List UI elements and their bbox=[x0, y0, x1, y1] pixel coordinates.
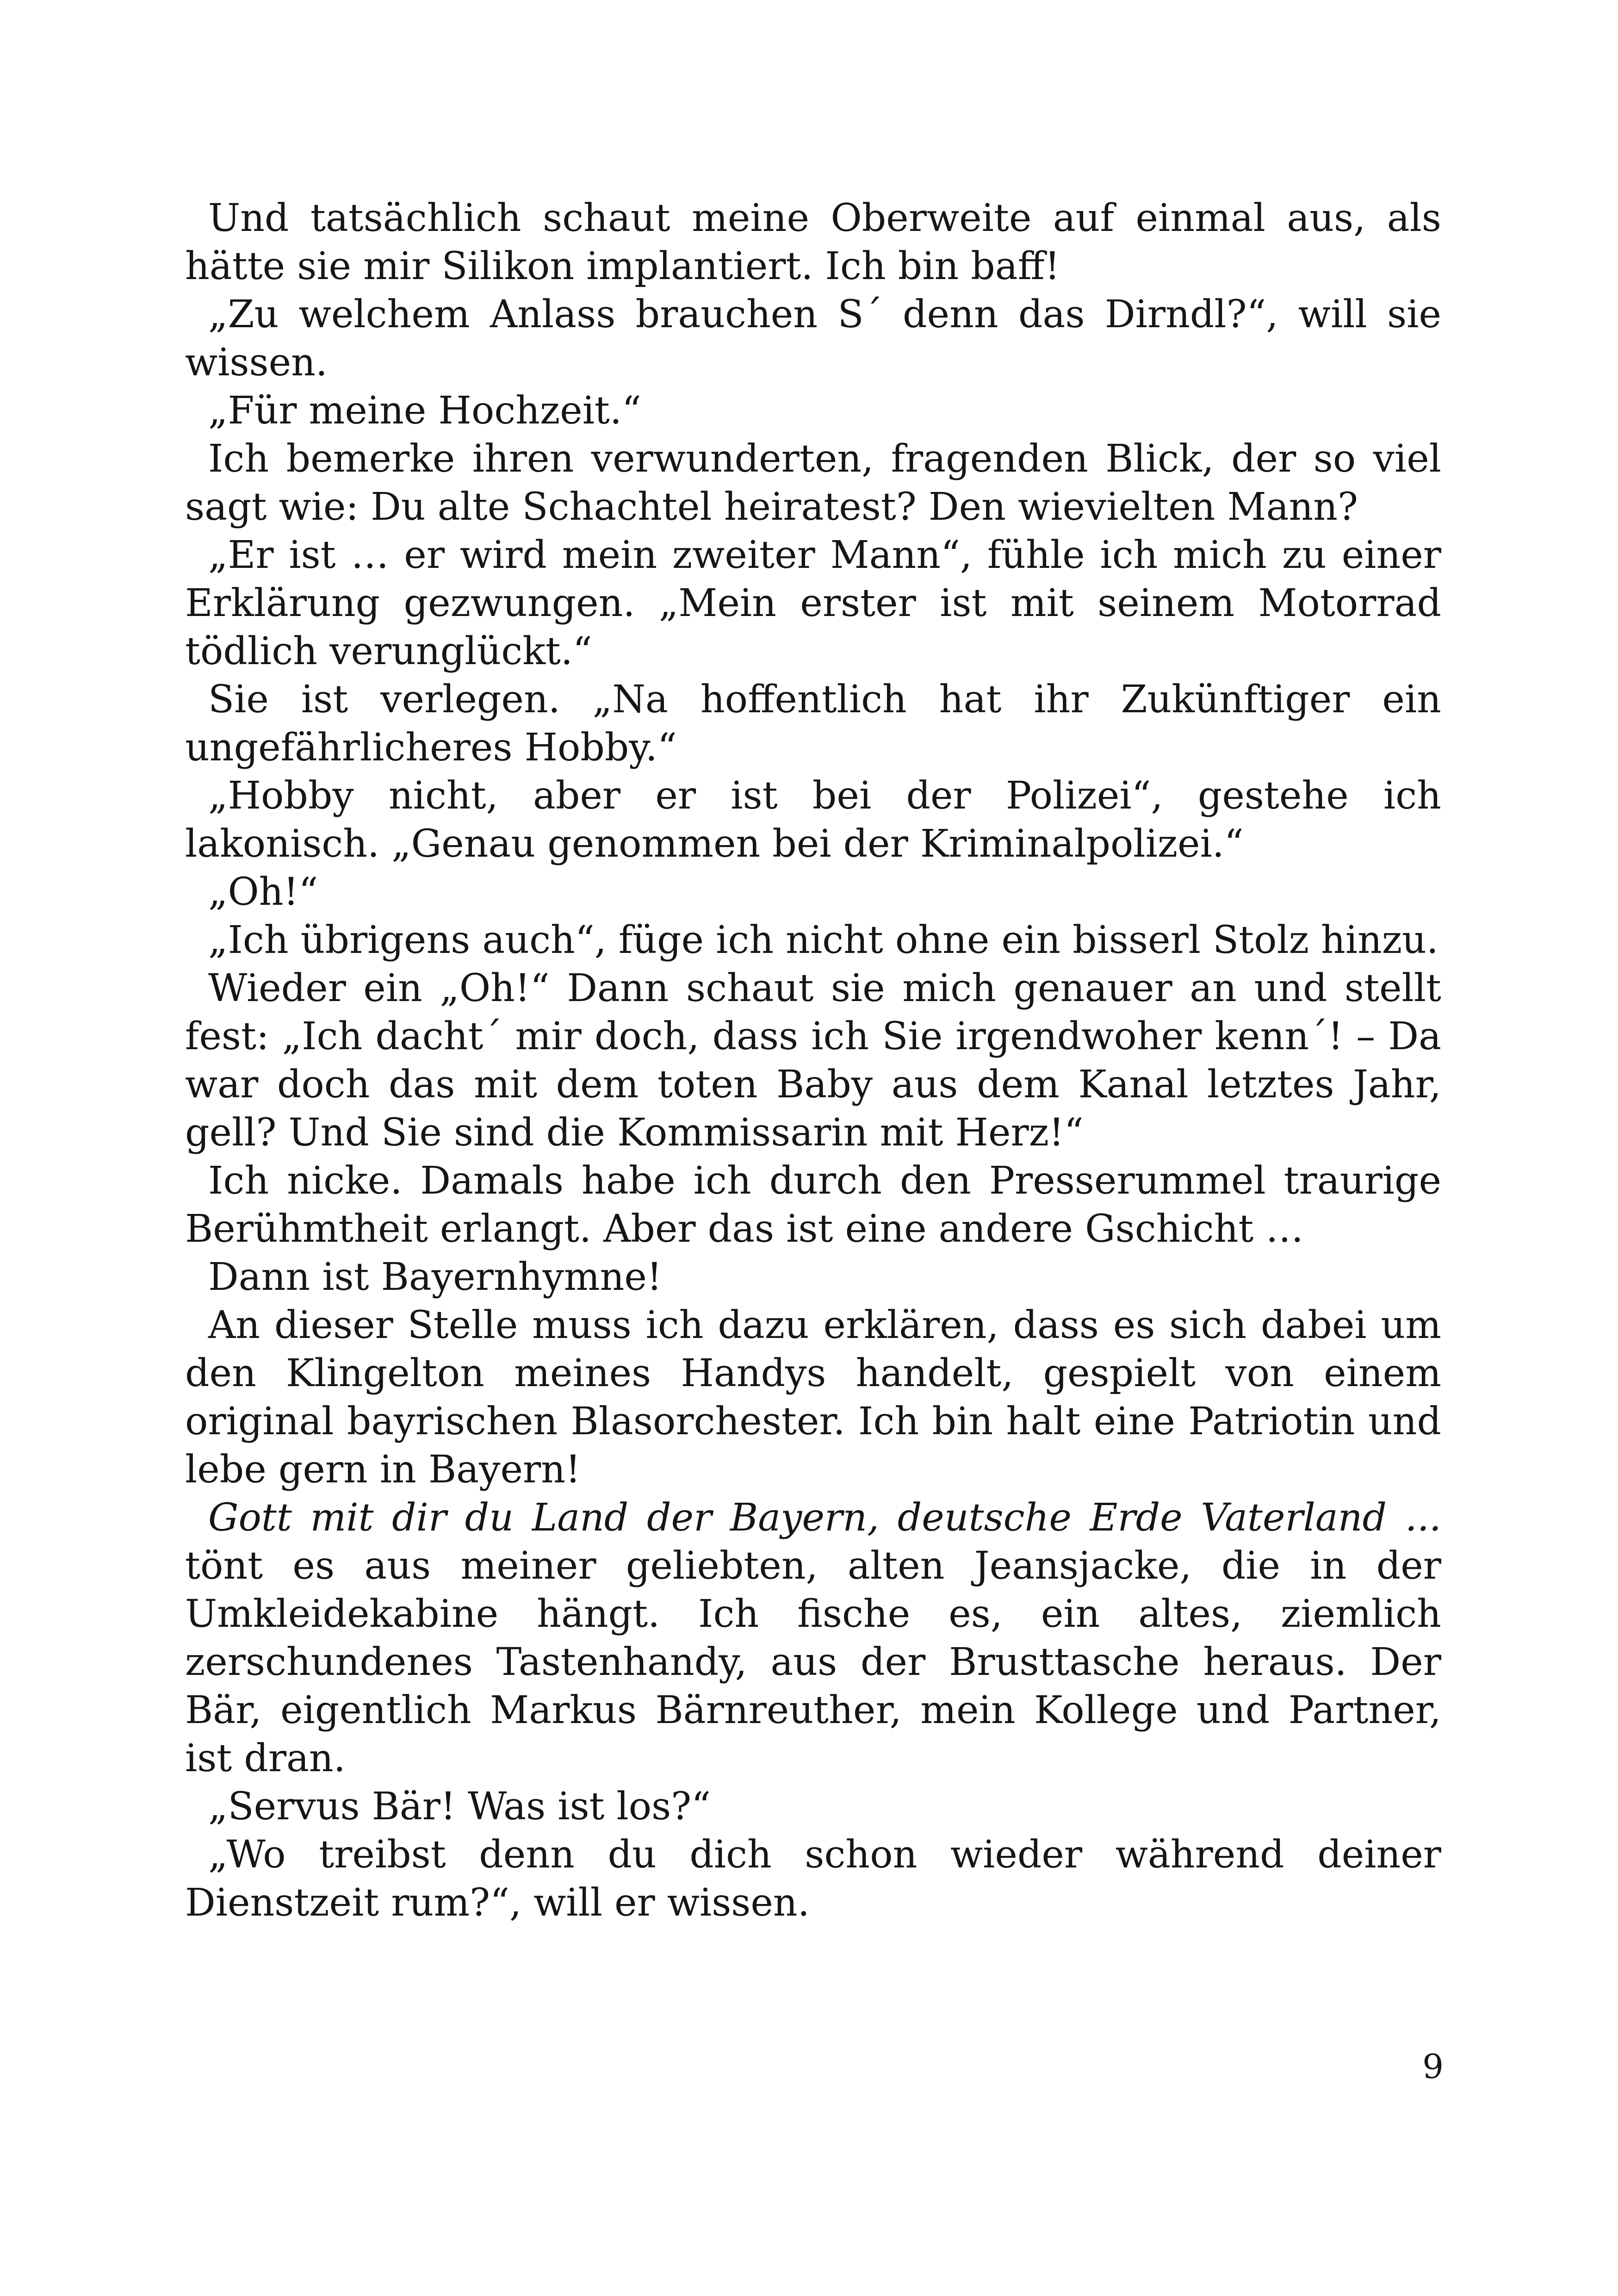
paragraph: Und tatsächlich schaut meine Oberweite auf einmal aus, als hätte sie mir Silikon implantiert. Ich bin baff! bbox=[185, 196, 1441, 288]
anthem-continuation: tönt es aus meiner geliebten, alten Jeansjacke, die in der Umkleidekabine hängt. Ich fische es, ein altes, ziemlich zerschundenes Tastenhandy, aus der Brusttasche heraus. Der Bär, eigentlich Markus Bärnreuther, mein Kollege und Partner, ist dran. bbox=[185, 1544, 1441, 1780]
paragraph: „Für meine Hochzeit.“ bbox=[208, 389, 641, 433]
paragraph: „Hobby nicht, aber er ist bei der Polizei“, gestehe ich lakonisch. „Genau genommen bei der Kriminalpolizei.“ bbox=[185, 774, 1441, 866]
anthem-lyrics: Gott mit dir du Land der Bayern, deutsche Erde Vaterland ... bbox=[208, 1496, 1441, 1540]
paragraph: Wieder ein „Oh!“ Dann schaut sie mich genauer an und stellt fest: „Ich dacht´ mir doch, dass ich Sie irgendwoher kenn´! – Da war doch das mit dem toten Baby aus dem Kanal letztes Jahr, gell? Und Sie sind die Kommissarin mit Herz!“ bbox=[185, 966, 1441, 1155]
page-number: 9 bbox=[1422, 2047, 1444, 2086]
paragraph: An dieser Stelle muss ich dazu erklären, dass es sich dabei um den Klingelton meines Handys handelt, gespielt von einem original bayrischen Blasorchester. Ich bin halt eine Patriotin und lebe gern in Bayern! bbox=[185, 1303, 1441, 1492]
paragraph: Dann ist Bayernhymne! bbox=[208, 1255, 662, 1299]
paragraph: „Er ist … er wird mein zweiter Mann“, fühle ich mich zu einer Erklärung gezwungen. „Mein erster ist mit seinem Motorrad tödlich verunglückt.“ bbox=[185, 533, 1441, 673]
paragraph: „Zu welchem Anlass brauchen S´ denn das Dirndl?“, will sie wissen. bbox=[185, 292, 1441, 385]
body-text bbox=[185, 194, 1441, 1927]
paragraph: Sie ist verlegen. „Na hoffentlich hat ihr Zukünftiger ein ungefährlicheres Hobby.“ bbox=[185, 678, 1441, 770]
paragraph: Ich bemerke ihren verwunderten, fragenden Blick, der so viel sagt wie: Du alte Schachtel heiratest? Den wievielten Mann? bbox=[185, 437, 1441, 529]
paragraph: „Oh!“ bbox=[208, 870, 318, 914]
paragraph: „Wo treibst denn du dich schon wieder während deiner Dienstzeit rum?“, will er wissen. bbox=[185, 1833, 1441, 1925]
paragraph: Ich nicke. Damals habe ich durch den Presserummel traurige Berühmtheit erlangt. Aber das ist eine andere Gschicht … bbox=[185, 1159, 1441, 1251]
paragraph-anthem bbox=[185, 1494, 1441, 1783]
paragraph: „Servus Bär! Was ist los?“ bbox=[208, 1785, 711, 1829]
paragraph: „Ich übrigens auch“, füge ich nicht ohne ein bisserl Stolz hinzu. bbox=[208, 918, 1438, 962]
